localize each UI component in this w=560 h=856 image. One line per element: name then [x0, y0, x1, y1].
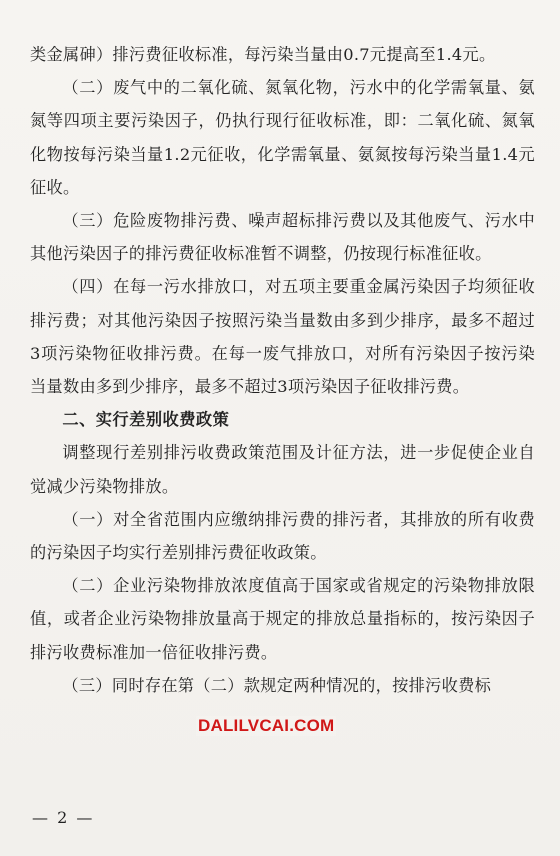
- paragraph-item-4: （四）在每一污水排放口，对五项主要重金属污染因子均须征收排污费；对其他污染因子按照污染当量数由多到少排序，最多不超过3项污染物征收排污费。在每一废气排放口，对所有污染因子按污染当量数由多到少排序，最多不超过3项污染因子征收排污费。: [30, 277, 535, 397]
- watermark-logo: DALILVCAI.COM: [198, 716, 335, 735]
- paragraph-section-2-item-2: （二）企业污染物排放浓度值高于国家或省规定的污染物排放限值，或者企业污染物排放量高于规定的排放总量指标的，按污染因子排污收费标准加一倍征收排污费。: [30, 576, 535, 662]
- page-number: — 2 —: [32, 808, 95, 827]
- paragraph-item-2: （二）废气中的二氧化硫、氮氧化物，污水中的化学需氧量、氨氮等四项主要污染因子，仍执行现行征收标准，即：二氧化硫、氮氧化物按每污染当量1.2元征收，化学需氧量、氨氮按每污染当量1.4元征收。: [30, 78, 535, 197]
- paragraph-section-2-intro: 调整现行差别排污收费政策范围及计征方法，进一步促使企业自觉减少污染物排放。: [30, 443, 535, 496]
- paragraph-section-2-item-1: （一）对全省范围内应缴纳排污费的排污者，其排放的所有收费的污染因子均实行差别排污费征收政策。: [30, 509, 535, 563]
- section-heading-2: 二、实行差别收费政策: [62, 410, 230, 430]
- document-body: [30, 38, 535, 702]
- paragraph-item-3: （三）危险废物排污费、噪声超标排污费以及其他废气、污水中其他污染因子的排污费征收标准暂不调整，仍按现行标准征收。: [30, 211, 535, 264]
- paragraph-intro-continuation: 类金属砷）排污费征收标准，每污染当量由0.7元提高至1.4元。: [30, 45, 496, 64]
- paragraph-section-2-item-3: （三）同时存在第（二）款规定两种情况的，按排污收费标: [62, 675, 492, 695]
